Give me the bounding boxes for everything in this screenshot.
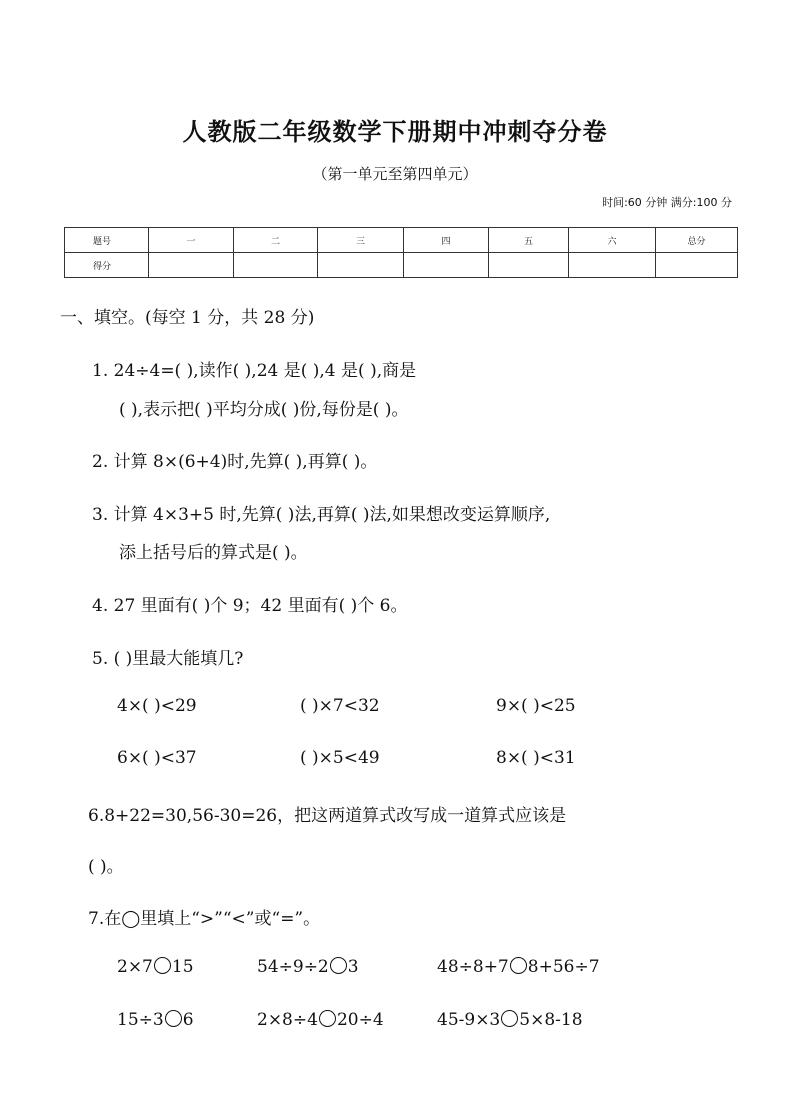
score-cell[interactable] (404, 253, 489, 278)
score-cell[interactable] (318, 253, 404, 278)
comparison-item (117, 957, 194, 977)
score-table-header: 题号 (65, 228, 149, 253)
question-5-item: 4×( )<29 (117, 696, 197, 716)
score-table-header: 三 (318, 228, 404, 253)
score-table-header: 二 (234, 228, 318, 253)
question-7: 7.在◯里填上“>”“<”或“=”。 (88, 909, 321, 929)
score-cell[interactable] (149, 253, 234, 278)
score-table-score-row (65, 253, 738, 278)
question-1-line-2: ( ),表示把( )平均分成( )份,每份是( )。 (119, 400, 409, 420)
comparison-circle[interactable] (319, 1010, 336, 1027)
question-1-line-1: 1. 24÷4=( ),读作( ),24 是( ),4 是( ),商是 (92, 361, 417, 381)
comparison-circle[interactable] (165, 1010, 182, 1027)
comparison-right: 5×8-18 (519, 1010, 583, 1030)
comparison-item (257, 957, 359, 977)
question-5-item: ( )×7<32 (300, 696, 380, 716)
comparison-item (117, 1010, 194, 1030)
comparison-circle[interactable] (154, 957, 171, 974)
comparison-left: 54÷9÷2 (257, 957, 329, 977)
score-cell[interactable] (569, 253, 656, 278)
question-4: 4. 27 里面有( )个 9；42 里面有( )个 6。 (92, 596, 408, 616)
comparison-item (437, 1010, 583, 1030)
comparison-circle[interactable] (510, 957, 527, 974)
comparison-circle[interactable] (501, 1010, 518, 1027)
question-5-item: 8×( )<31 (496, 748, 576, 768)
score-table-header-row (65, 228, 738, 253)
comparison-right: 8+56÷7 (527, 957, 600, 977)
score-cell[interactable] (656, 253, 738, 278)
score-table-header: 六 (569, 228, 656, 253)
comparison-left: 45-9×3 (437, 1010, 501, 1030)
comparison-left: 2×8÷4 (257, 1010, 318, 1030)
question-6-line-1: 6.8+22=30,56-30=26，把这两道算式改写成一道算式应该是 (88, 806, 567, 826)
comparison-circle[interactable] (330, 957, 347, 974)
question-5-item: 9×( )<25 (496, 696, 576, 716)
comparison-item (257, 1010, 384, 1030)
question-3-line-1: 3. 计算 4×3+5 时,先算( )法,再算( )法,如果想改变运算顺序, (92, 505, 551, 525)
score-table-header: 四 (404, 228, 489, 253)
comparison-item (437, 957, 600, 977)
score-table-header: 一 (149, 228, 234, 253)
question-5-item: 6×( )<37 (117, 748, 197, 768)
comparison-right: 15 (171, 957, 194, 977)
question-2: 2. 计算 8×(6+4)时,先算( ),再算( )。 (92, 452, 378, 472)
score-table-header: 五 (489, 228, 569, 253)
page-subtitle: （第一单元至第四单元） (312, 165, 478, 183)
comparison-left: 48÷8+7 (437, 957, 509, 977)
question-5: 5. ( )里最大能填几? (92, 649, 244, 669)
comparison-left: 2×7 (117, 957, 153, 977)
comparison-right: 3 (347, 957, 359, 977)
score-table-header: 总分 (656, 228, 738, 253)
score-table (64, 227, 738, 278)
score-cell[interactable] (234, 253, 318, 278)
question-3-line-2: 添上括号后的算式是( )。 (119, 543, 308, 563)
score-cell[interactable] (489, 253, 569, 278)
comparison-left: 15÷3 (117, 1010, 164, 1030)
section-heading: 一、填空。(每空 1 分，共 28 分) (60, 308, 315, 328)
question-5-item: ( )×5<49 (300, 748, 380, 768)
page-title: 人教版二年级数学下册期中冲刺夺分卷 (182, 118, 608, 146)
time-score-info: 时间:60 分钟 满分:100 分 (602, 196, 732, 209)
score-row-label: 得分 (65, 253, 149, 278)
comparison-right: 20÷4 (336, 1010, 384, 1030)
comparison-right: 6 (182, 1010, 194, 1030)
question-6-line-2: ( )。 (88, 857, 124, 877)
